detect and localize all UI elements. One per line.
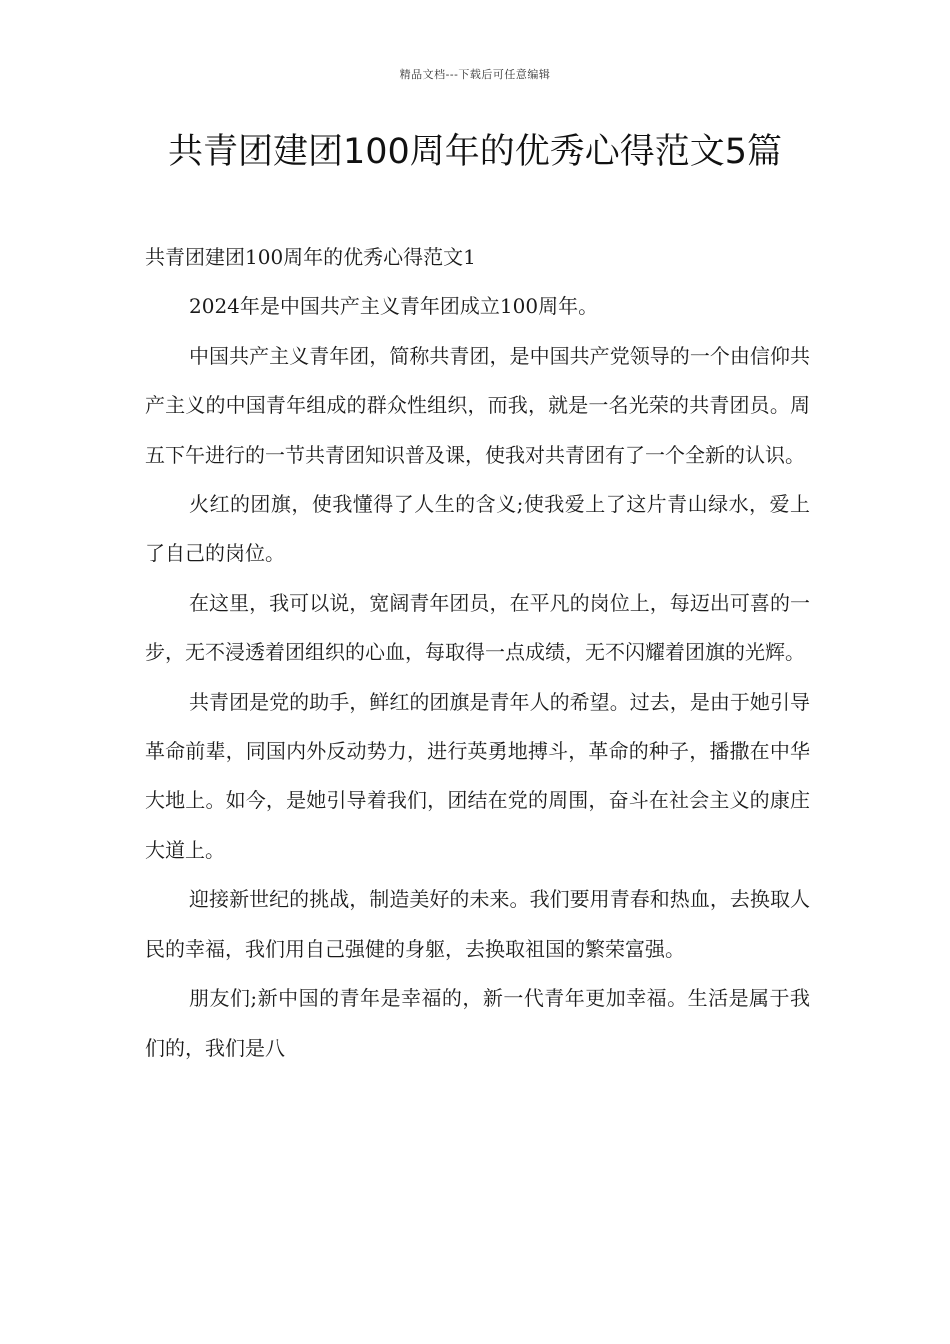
paragraph: 共青团是党的助手，鲜红的团旗是青年人的希望。过去，是由于她引导革命前辈，同国内外反动势力，进行英勇地搏斗，革命的种子，播撒在中华大地上。如今，是她引导着我们，团结在党的周围，奋斗在社会主义的康庄大道上。 bbox=[145, 689, 810, 862]
paragraph: 朋友们;新中国的青年是幸福的，新一代青年更加幸福。生活是属于我们的，我们是八 bbox=[145, 986, 810, 1060]
section-subtitle: 共青团建团100周年的优秀心得范文1 bbox=[145, 245, 476, 269]
paragraph: 迎接新世纪的挑战，制造美好的未来。我们要用青春和热血，去换取人民的幸福，我们用自己强健的身躯，去换取祖国的繁荣富强。 bbox=[145, 887, 810, 961]
page-header: 精品文档---下载后可任意编辑 bbox=[399, 68, 551, 81]
paragraph: 火红的团旗，使我懂得了人生的含义;使我爱上了这片青山绿水，爱上了自己的岗位。 bbox=[145, 492, 810, 566]
document-body bbox=[145, 233, 810, 1073]
document-title: 共青团建团100周年的优秀心得范文5篇 bbox=[167, 132, 783, 172]
paragraph: 中国共产主义青年团，简称共青团，是中国共产党领导的一个由信仰共产主义的中国青年组成的群众性组织，而我，就是一名光荣的共青团员。周五下午进行的一节共青团知识普及课，使我对共青团有了一个全新的认识。 bbox=[145, 343, 810, 467]
paragraph: 在这里，我可以说，宽阔青年团员，在平凡的岗位上，每迈出可喜的一步，无不浸透着团组织的心血，每取得一点成绩，无不闪耀着团旗的光辉。 bbox=[145, 590, 810, 665]
paragraph: 2024年是中国共产主义青年团成立100周年。 bbox=[189, 294, 599, 319]
